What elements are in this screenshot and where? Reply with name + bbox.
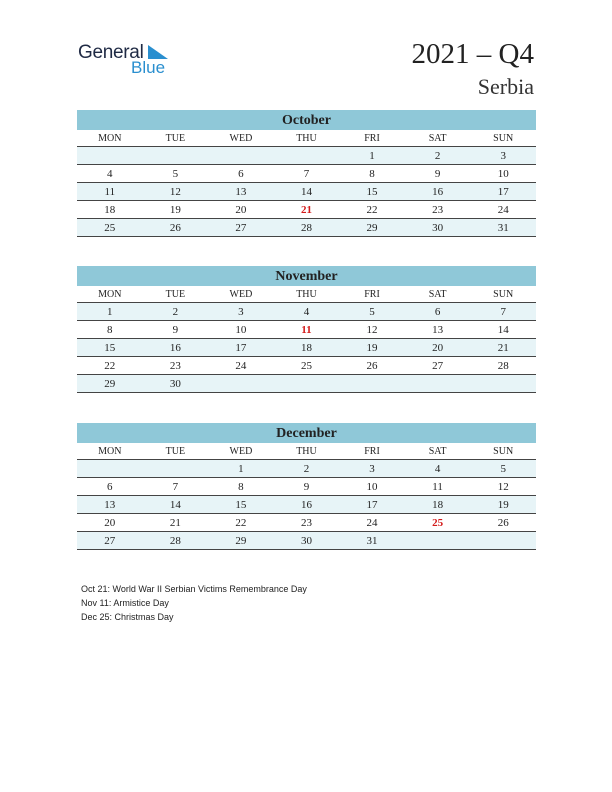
day-cell: 19: [339, 339, 405, 357]
day-cell: 28: [274, 219, 340, 237]
day-cell: 6: [208, 165, 274, 183]
day-cell: 31: [339, 532, 405, 550]
empty-day-cell: [143, 147, 209, 165]
week-row: [77, 357, 536, 375]
week-row: [77, 460, 536, 478]
day-cell: 29: [339, 219, 405, 237]
week-row: [77, 478, 536, 496]
week-row: [77, 303, 536, 321]
empty-day-cell: [208, 375, 274, 393]
day-cell: 2: [274, 460, 340, 478]
empty-day-cell: [405, 375, 471, 393]
day-cell: 22: [339, 201, 405, 219]
day-cell: 9: [143, 321, 209, 339]
week-row: [77, 339, 536, 357]
empty-day-cell: [143, 460, 209, 478]
day-cell: 3: [339, 460, 405, 478]
day-cell: 2: [143, 303, 209, 321]
day-cell: 7: [274, 165, 340, 183]
country-name: Serbia: [477, 74, 534, 99]
day-cell: 14: [274, 183, 340, 201]
empty-day-cell: [77, 147, 143, 165]
week-row: [77, 165, 536, 183]
day-cell: 9: [274, 478, 340, 496]
day-cell: 11: [77, 183, 143, 201]
day-cell: 24: [339, 514, 405, 532]
weekday-label: MON: [77, 286, 143, 303]
day-cell: 26: [143, 219, 209, 237]
day-cell: 11: [274, 321, 340, 339]
day-cell: 14: [143, 496, 209, 514]
weekday-label: MON: [77, 130, 143, 147]
generalblue-logo: [78, 40, 178, 80]
day-cell: 30: [405, 219, 471, 237]
day-cell: 4: [77, 165, 143, 183]
month-october: [77, 110, 536, 237]
day-cell: 20: [77, 514, 143, 532]
weekday-label: WED: [208, 443, 274, 460]
month-grid: [77, 130, 536, 237]
empty-day-cell: [77, 460, 143, 478]
empty-day-cell: [470, 375, 536, 393]
weekday-label: WED: [208, 130, 274, 147]
holiday-note: Dec 25: Christmas Day: [81, 612, 174, 622]
day-cell: 29: [208, 532, 274, 550]
empty-day-cell: [274, 375, 340, 393]
week-row: [77, 201, 536, 219]
weekday-label: MON: [77, 443, 143, 460]
day-cell: 1: [208, 460, 274, 478]
day-cell: 17: [470, 183, 536, 201]
day-cell: 24: [470, 201, 536, 219]
weekday-label: TUE: [143, 443, 209, 460]
day-cell: 13: [208, 183, 274, 201]
day-cell: 21: [470, 339, 536, 357]
week-row: [77, 532, 536, 550]
week-row: [77, 514, 536, 532]
weekday-header-row: [77, 443, 536, 460]
day-cell: 23: [143, 357, 209, 375]
empty-day-cell: [274, 147, 340, 165]
weekday-label: SUN: [470, 443, 536, 460]
weekday-header-row: [77, 130, 536, 147]
month-title: December: [77, 423, 536, 443]
month-grid: [77, 286, 536, 393]
weekday-label: FRI: [339, 286, 405, 303]
weekday-label: THU: [274, 443, 340, 460]
day-cell: 10: [470, 165, 536, 183]
day-cell: 12: [470, 478, 536, 496]
empty-day-cell: [208, 147, 274, 165]
logo-text-general: General: [78, 42, 144, 63]
day-cell: 13: [77, 496, 143, 514]
day-cell: 27: [77, 532, 143, 550]
day-cell: 1: [339, 147, 405, 165]
day-cell: 19: [143, 201, 209, 219]
logo-text-blue: Blue: [131, 58, 166, 77]
day-cell: 23: [405, 201, 471, 219]
week-row: [77, 147, 536, 165]
week-row: [77, 496, 536, 514]
weekday-label: FRI: [339, 443, 405, 460]
day-cell: 14: [470, 321, 536, 339]
weekday-label: SUN: [470, 130, 536, 147]
day-cell: 8: [77, 321, 143, 339]
day-cell: 20: [208, 201, 274, 219]
day-cell: 5: [470, 460, 536, 478]
empty-day-cell: [405, 532, 471, 550]
day-cell: 8: [208, 478, 274, 496]
day-cell: 17: [208, 339, 274, 357]
month-december: [77, 423, 536, 550]
day-cell: 10: [339, 478, 405, 496]
day-cell: 28: [470, 357, 536, 375]
day-cell: 12: [339, 321, 405, 339]
day-cell: 4: [405, 460, 471, 478]
day-cell: 21: [143, 514, 209, 532]
day-cell: 6: [405, 303, 471, 321]
weekday-label: FRI: [339, 130, 405, 147]
day-cell: 24: [208, 357, 274, 375]
month-title: October: [77, 110, 536, 130]
week-row: [77, 321, 536, 339]
day-cell: 15: [339, 183, 405, 201]
weekday-label: THU: [274, 130, 340, 147]
day-cell: 13: [405, 321, 471, 339]
day-cell: 10: [208, 321, 274, 339]
day-cell: 1: [77, 303, 143, 321]
day-cell: 25: [274, 357, 340, 375]
day-cell: 19: [470, 496, 536, 514]
day-cell: 7: [470, 303, 536, 321]
day-cell: 28: [143, 532, 209, 550]
day-cell: 26: [339, 357, 405, 375]
day-cell: 26: [470, 514, 536, 532]
day-cell: 15: [77, 339, 143, 357]
day-cell: 18: [405, 496, 471, 514]
day-cell: 8: [339, 165, 405, 183]
day-cell: 9: [405, 165, 471, 183]
day-cell: 25: [405, 514, 471, 532]
month-title: November: [77, 266, 536, 286]
day-cell: 22: [208, 514, 274, 532]
day-cell: 5: [143, 165, 209, 183]
week-row: [77, 219, 536, 237]
day-cell: 2: [405, 147, 471, 165]
day-cell: 16: [274, 496, 340, 514]
day-cell: 18: [77, 201, 143, 219]
holiday-notes: [81, 582, 307, 624]
page-title: 2021 – Q4: [411, 38, 534, 70]
weekday-label: SAT: [405, 443, 471, 460]
day-cell: 6: [77, 478, 143, 496]
day-cell: 30: [143, 375, 209, 393]
day-cell: 23: [274, 514, 340, 532]
month-grid: [77, 443, 536, 550]
weekday-label: SAT: [405, 286, 471, 303]
weekday-label: TUE: [143, 130, 209, 147]
day-cell: 18: [274, 339, 340, 357]
weekday-label: TUE: [143, 286, 209, 303]
weekday-label: SAT: [405, 130, 471, 147]
day-cell: 15: [208, 496, 274, 514]
day-cell: 3: [470, 147, 536, 165]
empty-day-cell: [339, 375, 405, 393]
day-cell: 5: [339, 303, 405, 321]
logo-flag-icon: [148, 45, 168, 59]
day-cell: 31: [470, 219, 536, 237]
day-cell: 21: [274, 201, 340, 219]
month-november: [77, 266, 536, 393]
holiday-note: Oct 21: World War II Serbian Victims Remembrance Day: [81, 584, 307, 594]
day-cell: 25: [77, 219, 143, 237]
day-cell: 12: [143, 183, 209, 201]
day-cell: 27: [405, 357, 471, 375]
weekday-label: WED: [208, 286, 274, 303]
day-cell: 29: [77, 375, 143, 393]
empty-day-cell: [470, 532, 536, 550]
week-row: [77, 375, 536, 393]
weekday-header-row: [77, 286, 536, 303]
day-cell: 16: [143, 339, 209, 357]
day-cell: 17: [339, 496, 405, 514]
day-cell: 16: [405, 183, 471, 201]
day-cell: 20: [405, 339, 471, 357]
week-row: [77, 183, 536, 201]
day-cell: 4: [274, 303, 340, 321]
day-cell: 30: [274, 532, 340, 550]
day-cell: 27: [208, 219, 274, 237]
day-cell: 11: [405, 478, 471, 496]
day-cell: 22: [77, 357, 143, 375]
weekday-label: THU: [274, 286, 340, 303]
day-cell: 7: [143, 478, 209, 496]
holiday-note: Nov 11: Armistice Day: [81, 598, 169, 608]
weekday-label: SUN: [470, 286, 536, 303]
day-cell: 3: [208, 303, 274, 321]
